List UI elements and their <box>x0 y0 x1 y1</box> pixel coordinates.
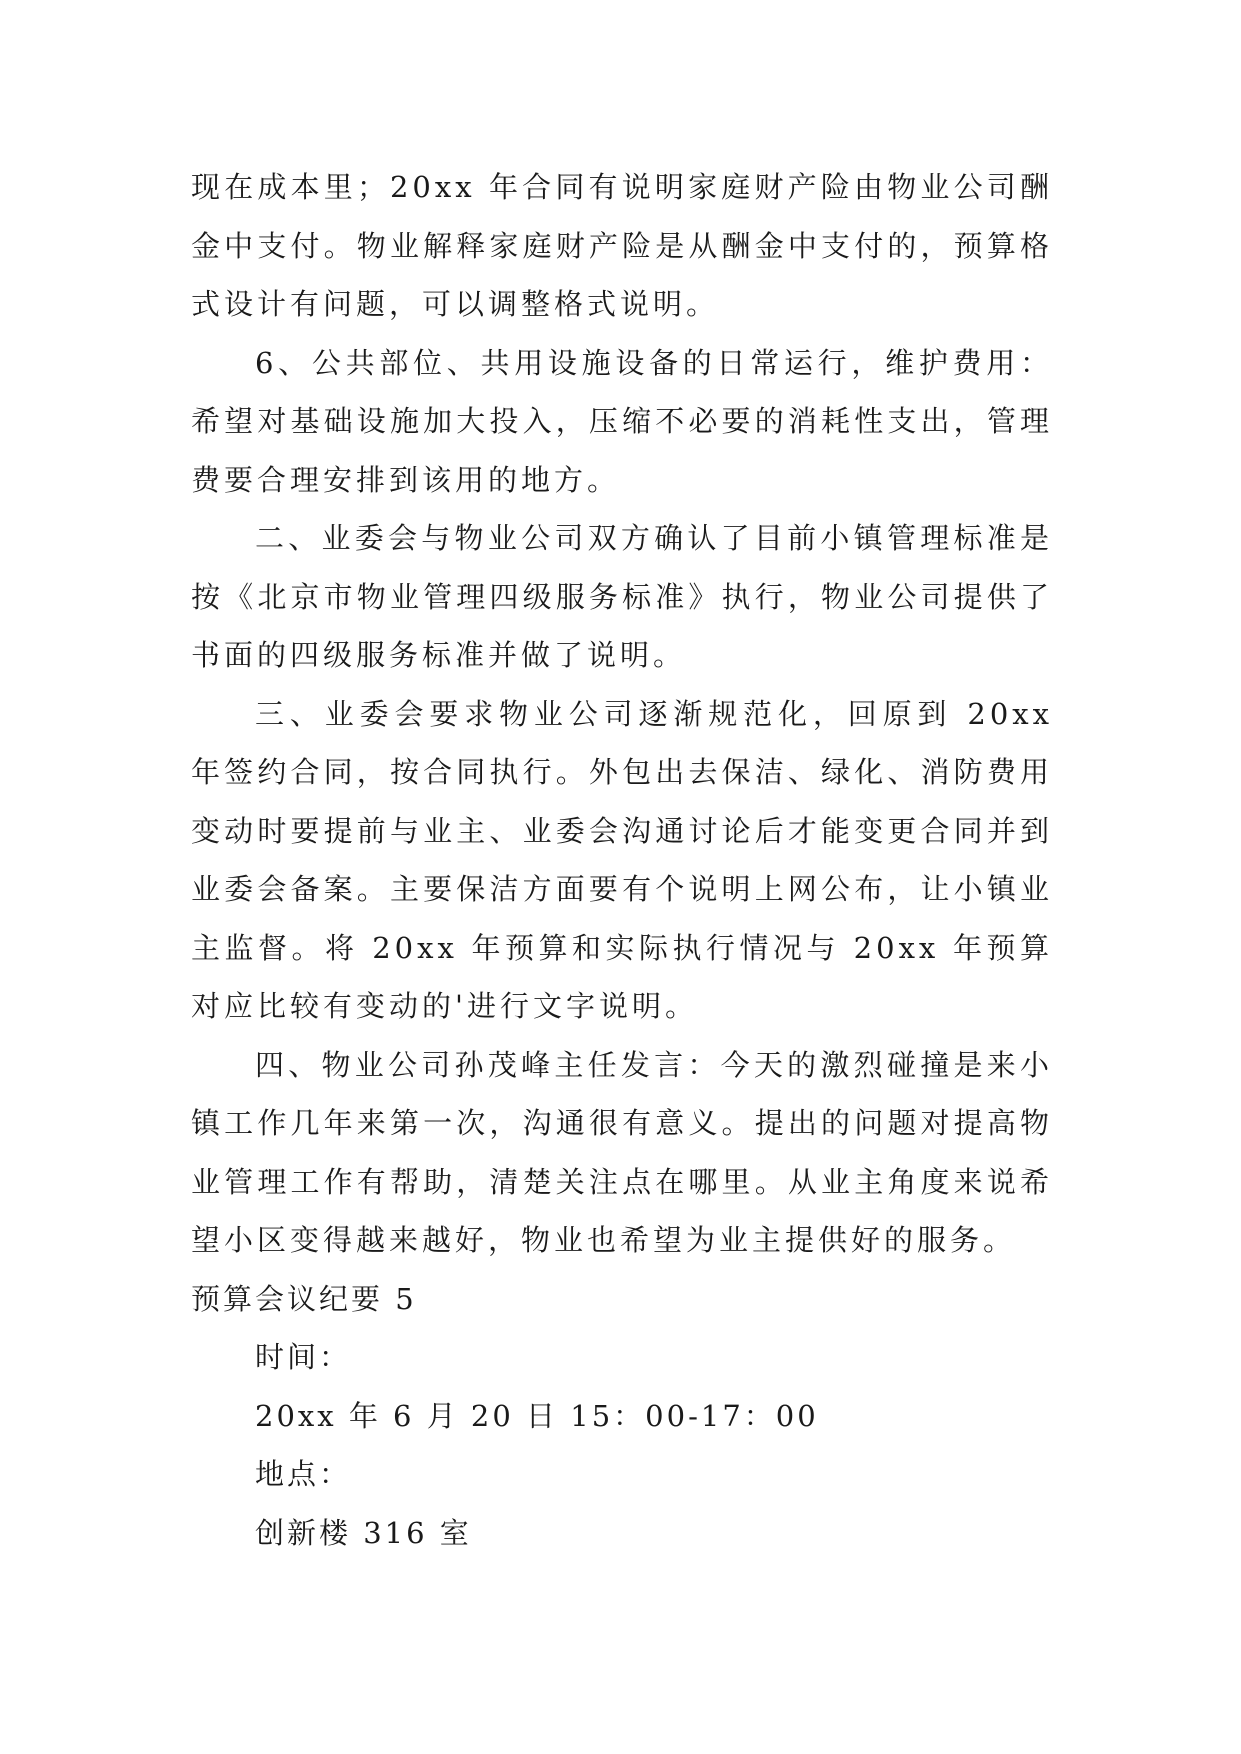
time-value: 20xx 年 6 月 20 日 15：00-17：00 <box>255 1398 819 1433</box>
place-value: 创新楼 316 室 <box>255 1515 472 1550</box>
section-title: 预算会议纪要 5 <box>191 1281 417 1316</box>
paragraph-section-3-requirements: 三、业委会要求物业公司逐渐规范化，回原到 20xx 年签约合同，按合同执行。外包出去保洁、绿化、消防费用变动时要提前与业主、业委会沟通讨论后才能变更合同并到业委会备案。主要保洁方面要有个说明上网公布，让小镇业主监督。将 20xx 年预算和实际执行情况与 20xx 年预算对应比较有变动的'进行文字说明。 <box>191 696 1053 1023</box>
place-label: 地点： <box>255 1457 352 1491</box>
time-label: 时间： <box>255 1340 352 1374</box>
paragraph-section-2-standard: 二、业委会与物业公司双方确认了目前小镇管理标准是按《北京市物业管理四级服务标准》执行，物业公司提供了书面的四级服务标准并做了说明。 <box>191 521 1053 672</box>
paragraph-section-4-speech: 四、物业公司孙茂峰主任发言：今天的激烈碰撞是来小镇工作几年来第一次，沟通很有意义。提出的问题对提高物业管理工作有帮助，清楚关注点在哪里。从业主角度来说希望小区变得越来越好，物业也希望为业主提供好的服务。 <box>191 1047 1053 1257</box>
paragraph-item-6-maintenance: 6、公共部位、共用设施设备的日常运行，维护费用：希望对基础设施加大投入，压缩不必要的消耗性支出，管理费要合理安排到该用的地方。 <box>191 345 1053 497</box>
paragraph-cost-continuation: 现在成本里；20xx 年合同有说明家庭财产险由物业公司酬金中支付。物业解释家庭财产险是从酬金中支付的，预算格式设计有问题，可以调整格式说明。 <box>191 170 1053 321</box>
document-body <box>191 158 1053 1562</box>
